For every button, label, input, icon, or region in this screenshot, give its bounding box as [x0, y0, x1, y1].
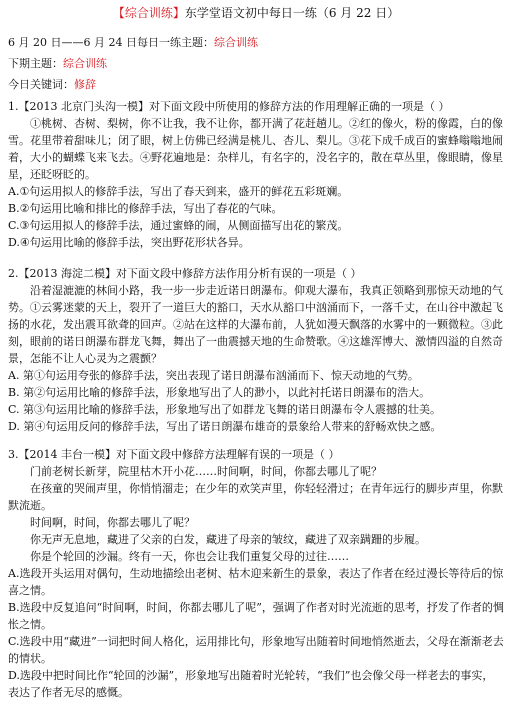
title-tag: 综合训练: [124, 6, 173, 20]
title-bracket-open: 【: [112, 6, 125, 20]
next-prefix: 下期主题：: [8, 57, 63, 70]
question-1-stem: 1.【2013 北京门头沟一模】对下面文段中所使用的修辞方法的作用理解正确的一项是（ ）: [8, 100, 450, 113]
question-2-text: 沿着湿漉漉的林间小路，我一步一步走近诺日朗瀑布。仰观大瀑布，我真正领略到那惊天动地的气势。①云雾迷蒙的天上，裂开了一道巨大的豁口，天水从豁口中汹涌而下，一落千丈，在山谷中激起飞扬的水花，发出震耳欲聋的回声。②站在这样的大瀑布前，人犹如漫天飘落的水雾中的一颗微粒。③此刻，眼前的诺日朗瀑布群龙飞舞，舞出了一曲震撼天地的生命赞歌。④这雄浑博大、激情四溢的自然奇景，怎能不让人心灵为之震颤？: [8, 284, 503, 365]
question-3-line-2: 在孩童的哭闹声里，你悄悄溜走；在少年的欢笑声里，你轻轻滑过；在青年远行的脚步声里，你默默流逝。: [8, 482, 503, 512]
question-3-stem: 3.【2014 丰台一模】对下面文段中修辞方法理解有误的一项是（ ）: [8, 448, 340, 461]
question-2-option-d: D. 第④句运用反问的修辞手法，写出了诺日朗瀑布雄奇的景象给人带来的舒畅欢快之感。: [8, 420, 442, 433]
question-1-text: ①桃树、杏树、梨树，你不让我，我不让你，都开满了花赶趟儿。②红的像火，粉的像霞，白的像雪。花里带着甜味儿；闭了眼，树上仿佛已经满是桃儿、杏儿、梨儿。③花下成千成百的蜜蜂嗡嗡地闹着，大小的蝴蝶飞来飞去。④野花遍地是：杂样儿，有名字的，没名字的，散在草丛里，像眼睛，像星星，还眨呀眨的。: [8, 117, 503, 181]
keyword: 修辞: [74, 78, 96, 91]
keyword-line: [8, 76, 504, 93]
question-2-stem: 2.【2013 海淀二模】对下面文段中修辞方法作用分析有误的一项是（ ）: [8, 267, 362, 280]
title-rest: 东学堂语文初中每日一练（6 月 22 日）: [184, 6, 400, 20]
next-topic-line: [8, 55, 504, 72]
question-2-option-b: B. 第②句运用比喻的修辞手法，形象地写出了人的渺小，以此衬托诺日朗瀑布的浩大。: [8, 386, 431, 399]
title-bracket-close: 】: [172, 6, 185, 20]
question-3: [8, 446, 504, 701]
question-2-option-c: C. 第③句运用比喻的修辞手法，形象地写出了如群龙飞舞的诺日朗瀑布令人震撼的壮美。: [8, 403, 442, 416]
question-3-option-b: B.选段中反复追问“时间啊，时间，你都去哪儿了呢”，强调了作者对时光流逝的思考，抒发了作者的惆怅之情。: [8, 601, 504, 631]
range-topic: 综合训练: [213, 36, 258, 49]
range-prefix: 6 月 20 日——6 月 24 日每日一练主题：: [8, 36, 214, 49]
question-2: [8, 265, 504, 435]
question-2-option-a: A. 第①句运用夸张的修辞手法，突出表现了诺日朗瀑布汹涌而下、惊天动地的气势。: [8, 369, 419, 382]
question-1-option-d: D.④句运用比喻的修辞手法，突出野花形状各异。: [8, 236, 250, 249]
question-3-option-c: C.选段中用“藏进”一词把时间人格化，运用排比句，形象地写出随着时间地悄然逝去，父母在渐渐老去的情状。: [8, 635, 504, 665]
range-line: [8, 34, 504, 51]
question-1-option-a: A.①句运用拟人的修辞手法，写出了春天到来，盛开的鲜花五彩斑斓。: [8, 185, 349, 198]
question-3-option-d: D.选段中把时间比作“轮回的沙漏”，形象地写出随着时光轮转，“我们”也会像父母一样老去的事实，表达了作者无尽的感慨。: [8, 669, 494, 699]
page-title: [0, 5, 512, 21]
question-3-line-1: 门前老树长新芽，院里枯木开小花……时间啊，时间，你都去哪儿了呢？: [30, 465, 382, 478]
question-1-option-c: C.③句运用拟人的修辞手法，通过蜜蜂的闹，从侧面描写出花的繁茂。: [8, 219, 349, 232]
question-3-line-3: 时间啊，时间，你都去哪儿了呢？: [30, 516, 195, 529]
question-3-option-a: A.选段开头运用对偶句，生动地描绘出老树、枯木迎来新生的景象，表达了作者在经过漫长等待后的惊喜之情。: [8, 567, 504, 597]
question-3-line-5: 你是个轮回的沙漏。终有一天，你也会让我们重复父母的过往……: [30, 550, 349, 563]
keyword-prefix: 今日关键词：: [8, 78, 74, 91]
next-topic: 综合训练: [63, 57, 107, 70]
question-1: [8, 98, 504, 251]
question-3-line-4: 你无声无息地，藏进了父亲的白发，藏进了母亲的皱纹，藏进了双亲蹒跚的步履。: [30, 533, 426, 546]
question-1-option-b: B.②句运用比喻和排比的修辞手法，写出了春花的气味。: [8, 202, 283, 215]
